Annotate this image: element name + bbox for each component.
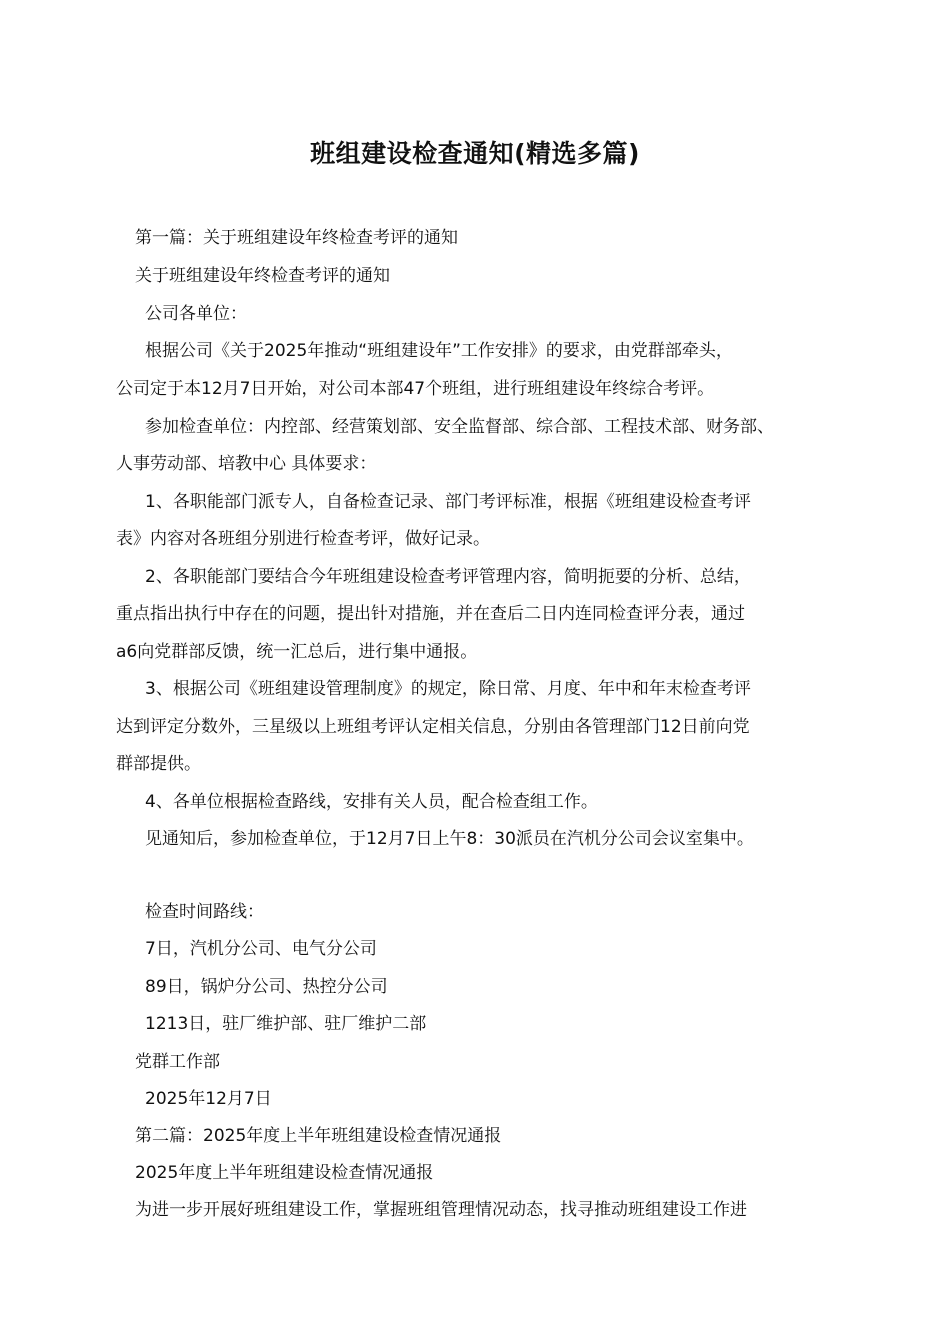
paragraph-line: 见通知后，参加检查单位，于12月7日上午8：30派员在汽机分公司会议室集中。 xyxy=(145,829,754,849)
salutation: 公司各单位： xyxy=(145,304,247,324)
list-item: 1、各职能部门派专人，自备检查记录、部门考评标准，根据《班组建设检查考评 xyxy=(145,492,751,512)
signature-date: 2025年12月7日 xyxy=(145,1089,272,1109)
paragraph-line: 人事劳动部、培教中心 具体要求： xyxy=(116,454,377,474)
document-title: 班组建设检查通知(精选多篇) xyxy=(310,139,640,168)
list-item-continuation: a6向党群部反馈，统一汇总后，进行集中通报。 xyxy=(116,642,478,662)
paragraph-line: 公司定于本12月7日开始，对公司本部47个班组，进行班组建设年终综合考评。 xyxy=(116,379,715,399)
paragraph-line: 为进一步开展好班组建设工作，掌握班组管理情况动态，找寻推动班组建设工作进 xyxy=(135,1200,747,1220)
list-item: 4、各单位根据检查路线，安排有关人员，配合检查组工作。 xyxy=(145,792,598,812)
paragraph-line: 根据公司《关于2025年推动“班组建设年”工作安排》的要求，由党群部牵头， xyxy=(145,341,733,361)
schedule-item: 1213日，驻厂维护部、驻厂维护二部 xyxy=(145,1014,427,1034)
section-heading-2: 第二篇：2025年度上半年班组建设检查情况通报 xyxy=(135,1126,502,1146)
paragraph-line: 参加检查单位：内控部、经营策划部、安全监督部、综合部、工程技术部、财务部、 xyxy=(145,417,774,437)
list-item-continuation: 重点指出执行中存在的问题，提出针对措施，并在查后二日内连同检查评分表，通过 xyxy=(116,604,745,624)
list-item-continuation: 表》内容对各班组分别进行检查考评，做好记录。 xyxy=(116,529,490,549)
schedule-item: 89日，锅炉分公司、热控分公司 xyxy=(145,977,388,997)
report-title: 2025年度上半年班组建设检查情况通报 xyxy=(135,1163,434,1183)
list-item: 2、各职能部门要结合今年班组建设检查考评管理内容，简明扼要的分析、总结， xyxy=(145,567,751,587)
signature-department: 党群工作部 xyxy=(135,1052,220,1072)
section-heading-1: 第一篇：关于班组建设年终检查考评的通知 xyxy=(135,228,458,248)
list-item: 3、根据公司《班组建设管理制度》的规定，除日常、月度、年中和年末检查考评 xyxy=(145,679,751,699)
notice-title: 关于班组建设年终检查考评的通知 xyxy=(135,266,390,286)
list-item-continuation: 群部提供。 xyxy=(116,754,201,774)
schedule-item: 7日，汽机分公司、电气分公司 xyxy=(145,939,377,959)
schedule-heading: 检查时间路线： xyxy=(145,902,264,922)
list-item-continuation: 达到评定分数外，三星级以上班组考评认定相关信息，分别由各管理部门12日前向党 xyxy=(116,717,750,737)
